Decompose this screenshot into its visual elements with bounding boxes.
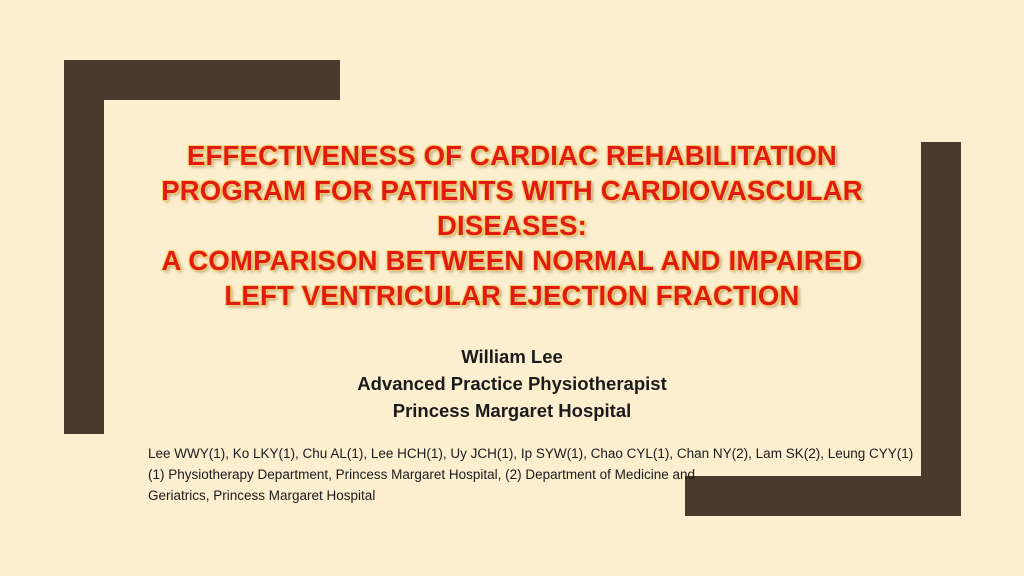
affiliation-line-1: (1) Physiotherapy Department, Princess Margaret Hospital, (2) Department of Medicine and <box>148 467 695 482</box>
presenter-role: Advanced Practice Physiotherapist <box>357 373 667 394</box>
author-affiliation-block <box>148 443 918 506</box>
presenter-institution: Princess Margaret Hospital <box>392 400 632 421</box>
presenter-name: William Lee <box>461 346 563 367</box>
author-list: Lee WWY(1), Ko LKY(1), Chu AL(1), Lee HCH(1), Uy JCH(1), Ip SYW(1), Chao CYL(1), Chan NY(2), Lam SK(2), Leung CYY(1) <box>148 446 914 461</box>
slide-title-line-2: PROGRAM FOR PATIENTS WITH CARDIOVASCULAR <box>161 175 863 206</box>
slide-title-line-3: DISEASES: <box>436 210 588 241</box>
slide-title-line-4: A COMPARISON BETWEEN NORMAL AND IMPAIRED <box>161 245 863 276</box>
slide-title-line-1: EFFECTIVENESS OF CARDIAC REHABILITATION <box>187 140 837 171</box>
slide-title <box>112 138 912 313</box>
slide-title-line-5: LEFT VENTRICULAR EJECTION FRACTION <box>224 280 800 311</box>
affiliation-line-2: Geriatrics, Princess Margaret Hospital <box>148 488 376 503</box>
presenter-block <box>112 343 912 424</box>
